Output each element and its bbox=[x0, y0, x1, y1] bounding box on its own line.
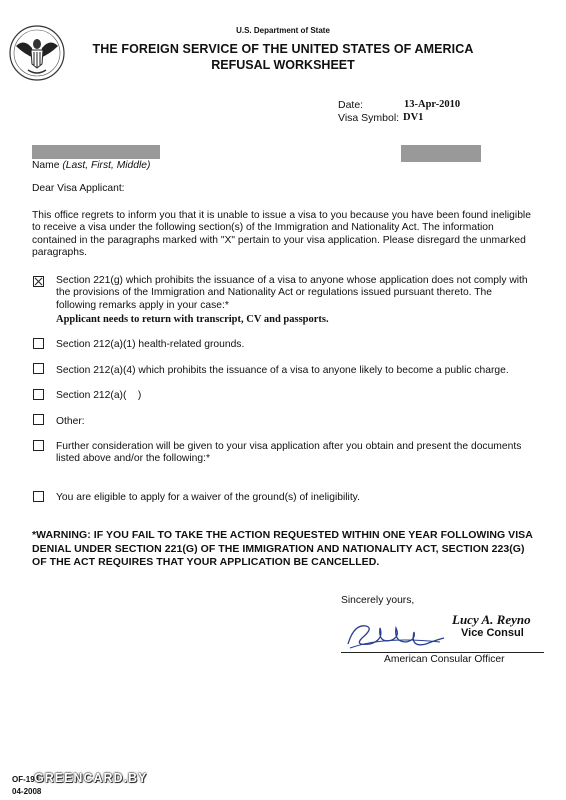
intro-line: paragraphs. bbox=[32, 247, 87, 259]
intro-line: contained in the paragraphs marked with "X" pertain to your visa application. Please disregard the unmarked bbox=[32, 234, 526, 246]
intro-line: This office regrets to inform you that it is unable to issue a visa to you because you have been found ineligible bbox=[32, 210, 531, 221]
section-221g-text bbox=[56, 275, 561, 312]
visa-symbol-label: Visa Symbol: bbox=[338, 112, 400, 124]
department-name: U.S. Department of State bbox=[236, 26, 330, 35]
section-212a4-checkbox[interactable] bbox=[33, 363, 44, 374]
section-line: following remarks apply in your case:* bbox=[56, 299, 229, 311]
waiver-text: You are eligible to apply for a waiver of the ground(s) of ineligibility. bbox=[56, 492, 360, 503]
section-212a-text: Section 212(a)( ) bbox=[56, 390, 142, 401]
waiver-checkbox[interactable] bbox=[33, 491, 44, 502]
section-212a1-checkbox[interactable] bbox=[33, 338, 44, 349]
other-text: Other: bbox=[56, 416, 85, 427]
salutation: Dear Visa Applicant: bbox=[32, 183, 125, 194]
further-consideration-text bbox=[56, 441, 561, 466]
redacted-case-number bbox=[401, 145, 481, 162]
section-221g-remark: Applicant needs to return with transcript, CV and passports. bbox=[56, 314, 329, 325]
warning-line: OF THE ACT REQUIRES THAT YOUR APPLICATION BE CANCELLED. bbox=[32, 556, 380, 568]
officer-title: Vice Consul bbox=[461, 627, 524, 639]
signature-caption: American Consular Officer bbox=[384, 654, 505, 665]
name-caption bbox=[32, 160, 150, 172]
date-label: Date: bbox=[338, 99, 364, 111]
warning-line: *WARNING: IF YOU FAIL TO TAKE THE ACTION REQUESTED WITHIN ONE YEAR FOLLOWING VISA bbox=[32, 529, 533, 541]
form-date: 04-2008 bbox=[12, 787, 42, 796]
intro-line: to receive a visa under the following section(s) of the Immigration and Nationality Act. The information bbox=[32, 222, 494, 234]
closing: Sincerely yours, bbox=[341, 595, 415, 606]
signature-line bbox=[341, 652, 544, 653]
officer-name: Lucy A. Reyno bbox=[452, 612, 531, 627]
handwritten-signature bbox=[344, 614, 454, 654]
visa-symbol-value: DV1 bbox=[403, 112, 424, 123]
name-hint: (Last, First, Middle) bbox=[62, 160, 151, 171]
form-subtitle: REFUSAL WORKSHEET bbox=[211, 58, 355, 72]
section-212a1-text: Section 212(a)(1) health-related grounds. bbox=[56, 339, 245, 350]
form-code: OF-194 bbox=[12, 775, 40, 784]
name-label: Name bbox=[32, 160, 60, 171]
date-value: 13-Apr-2010 bbox=[404, 99, 461, 110]
section-212a4-text: Section 212(a)(4) which prohibits the issuance of a visa to anyone likely to become a public charge. bbox=[56, 365, 509, 376]
section-line: Section 221(g) which prohibits the issuance of a visa to anyone whose application does not comply with bbox=[56, 275, 528, 286]
form-title: THE FOREIGN SERVICE OF THE UNITED STATES OF AMERICA bbox=[92, 42, 474, 56]
other-checkbox[interactable] bbox=[33, 414, 44, 425]
warning-line: DENIAL UNDER SECTION 221(G) OF THE IMMIGRATION AND NATIONALITY ACT, SECTION 223(G) bbox=[32, 542, 525, 555]
further-consideration-checkbox[interactable] bbox=[33, 440, 44, 451]
section-line: listed above and/or the following:* bbox=[56, 453, 210, 465]
watermark: GREENCARD.BY bbox=[34, 771, 148, 785]
warning-notice bbox=[32, 529, 562, 570]
redacted-applicant-name bbox=[32, 145, 160, 159]
section-221g-checkbox[interactable] bbox=[33, 276, 44, 287]
section-line: the provisions of the Immigration and Nationality Act or regulations issued pursuant thereto. The bbox=[56, 287, 492, 299]
intro-paragraph bbox=[32, 210, 557, 260]
x-mark-icon bbox=[34, 277, 43, 286]
section-212a-checkbox[interactable] bbox=[33, 389, 44, 400]
section-line: Further consideration will be given to your visa application after you obtain and present the documents bbox=[56, 441, 522, 452]
